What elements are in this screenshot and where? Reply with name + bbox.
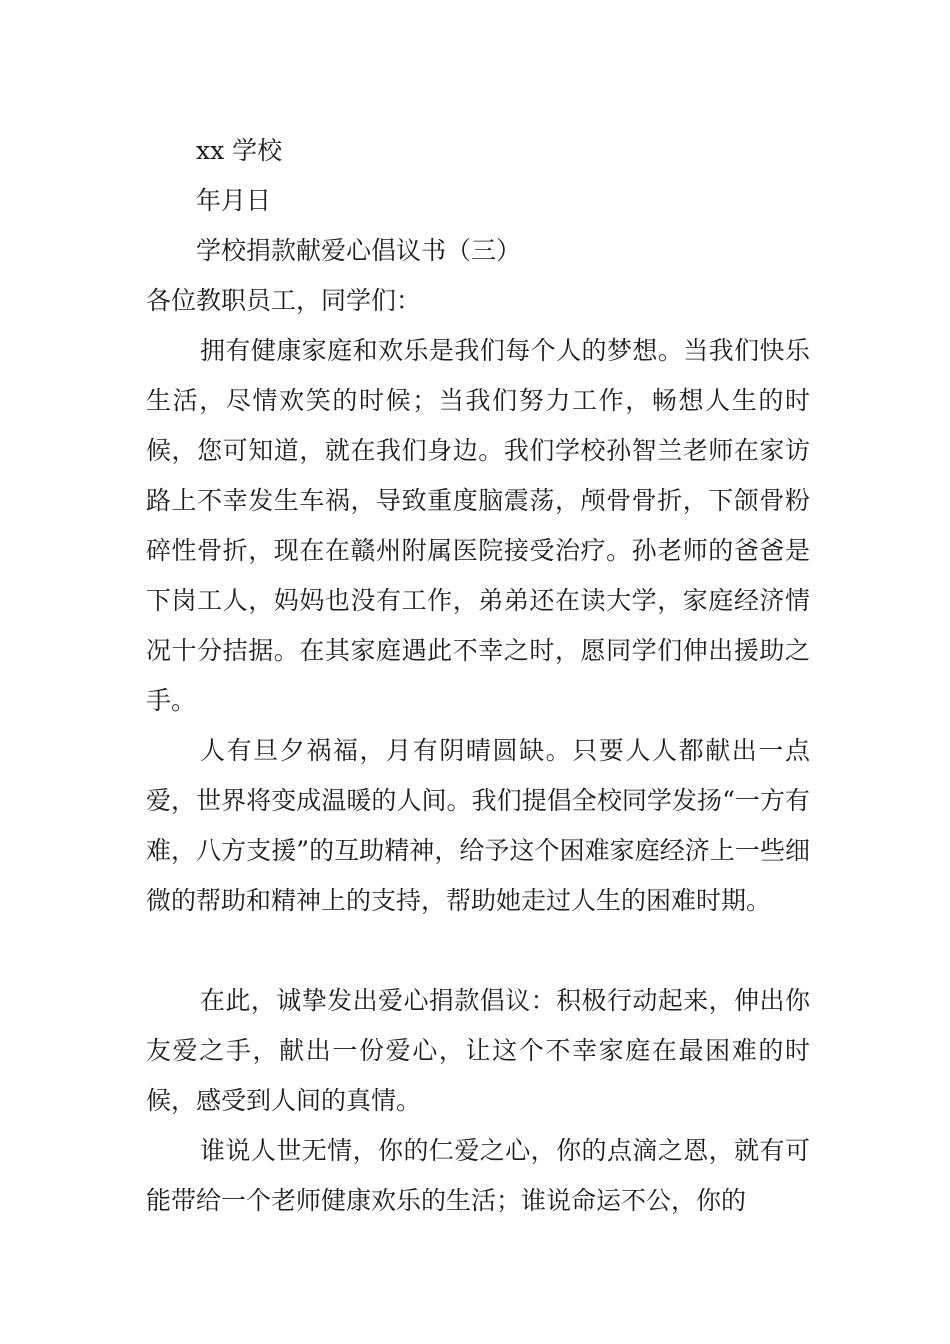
paragraph-2: 人有旦夕祸福，月有阴晴圆缺。只要人人都献出一点爱，世界将变成温暖的人间。我们提倡全校同学发扬“一方有难，八方支援”的互助精神，给予这个困难家庭经济上一些细微的帮助和精神上的支持，帮助她走过人生的困难时期。 (146, 736, 810, 915)
school-name: xx 学校 (196, 136, 283, 165)
paragraph-4: 谁说人世无情，你的仁爱之心，你的点滴之恩，就有可能带给一个老师健康欢乐的生活；谁说命运不公，你的 (146, 1136, 810, 1215)
salutation: 各位教职员工，同学们： (146, 286, 422, 315)
document-title: 学校捐款献爱心倡议书（三） (196, 236, 522, 265)
paragraph-3: 在此，诚挚发出爱心捐款倡议：积极行动起来，伸出你友爱之手，献出一份爱心，让这个不幸家庭在最困难的时候，感受到人间的真情。 (146, 986, 810, 1115)
date-line: 年月日 (196, 186, 272, 215)
paragraph-1: 拥有健康家庭和欢乐是我们每个人的梦想。当我们快乐生活，尽情欢笑的时候；当我们努力工作，畅想人生的时候，您可知道，就在我们身边。我们学校孙智兰老师在家访路上不幸发生车祸，导致重度脑震荡，颅骨骨折，下颌骨粉碎性骨折，现在在赣州附属医院接受治疗。孙老师的爸爸是下岗工人，妈妈也没有工作，弟弟还在读大学，家庭经济情况十分拮据。在其家庭遇此不幸之时，愿同学们伸出援助之手。 (146, 336, 810, 715)
